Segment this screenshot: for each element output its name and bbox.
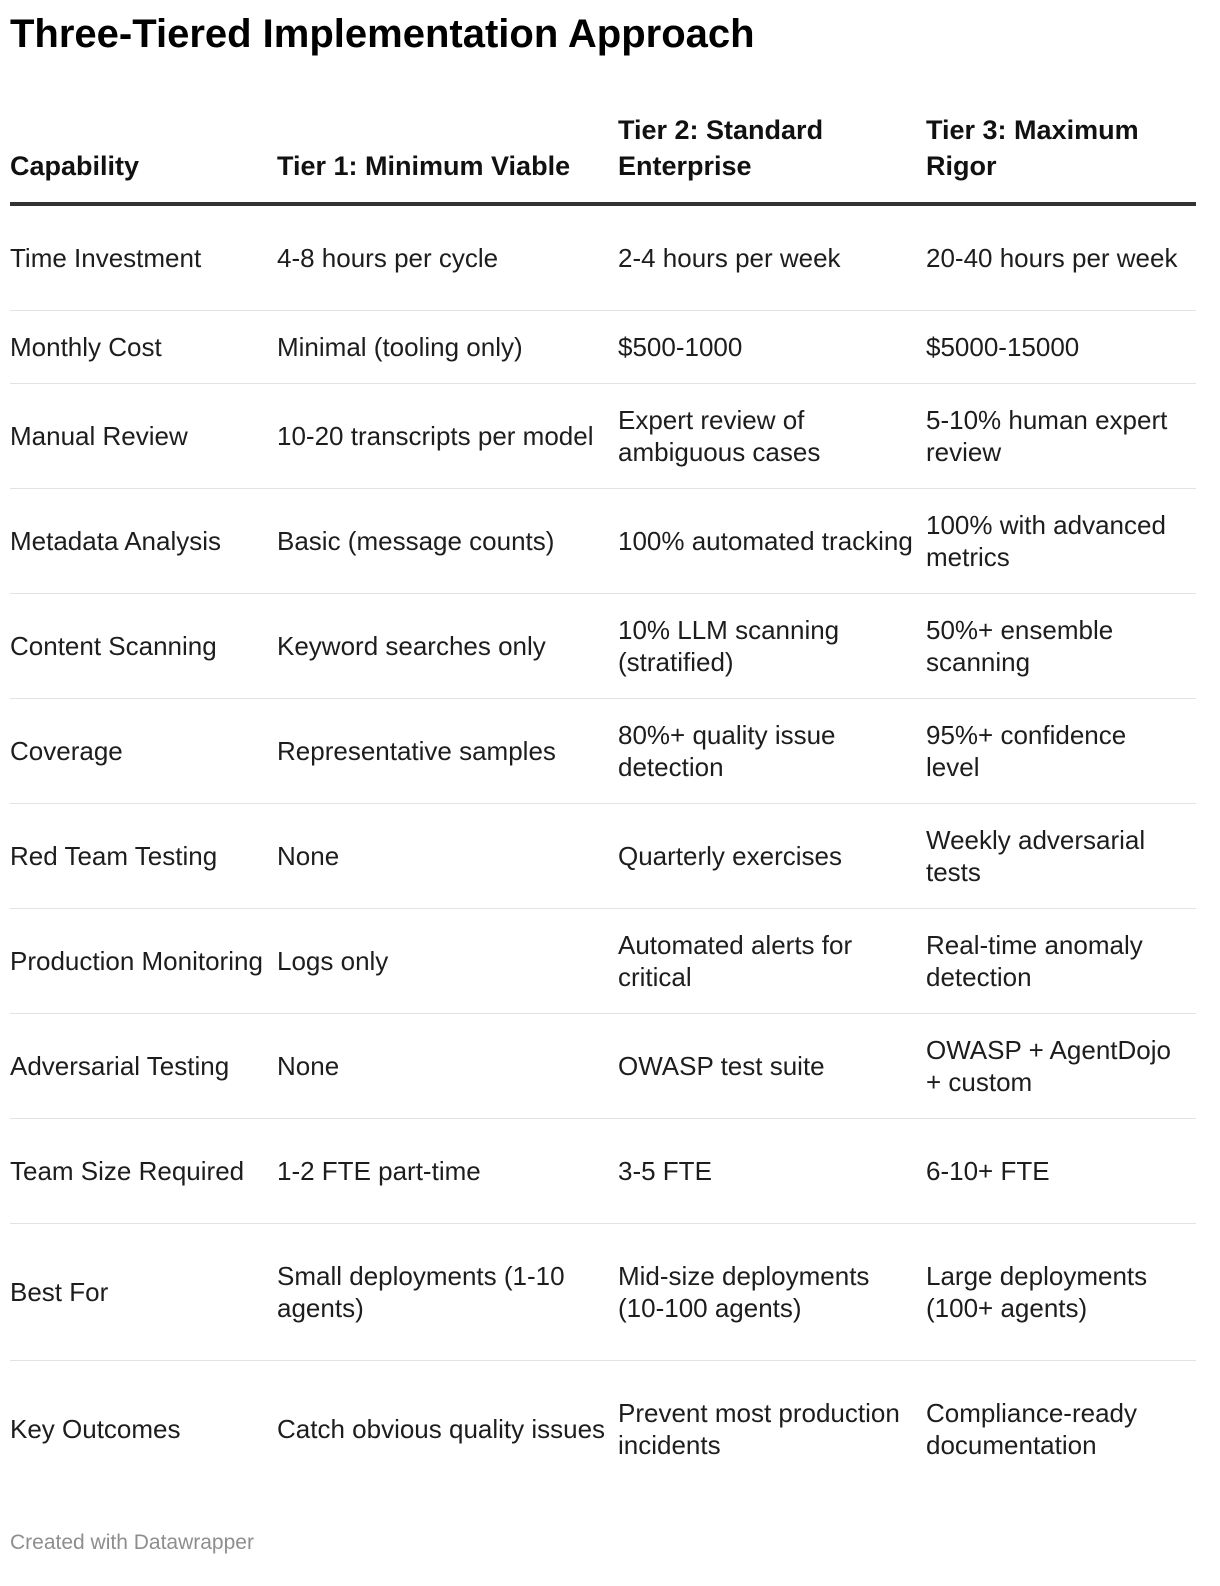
table-row [10, 1014, 1196, 1119]
row-label-cell: Monthly Cost [10, 311, 277, 384]
table-row [10, 699, 1196, 804]
row-label-cell: Manual Review [10, 384, 277, 489]
tier-1-cell: None [277, 1014, 618, 1119]
comparison-table [10, 108, 1196, 1497]
tier-2-cell: 10% LLM scanning (stratified) [618, 594, 926, 699]
tier-3-cell: Real-time anomaly detection [926, 909, 1196, 1014]
table-body [10, 204, 1196, 1497]
header-row [10, 108, 1196, 204]
tier-3-cell: 5-10% human expert review [926, 384, 1196, 489]
tier-1-cell: Minimal (tooling only) [277, 311, 618, 384]
table-row [10, 1224, 1196, 1361]
tier-1-cell: 10-20 transcripts per model [277, 384, 618, 489]
table-row [10, 909, 1196, 1014]
tier-3-cell: $5000-15000 [926, 311, 1196, 384]
tier-2-cell: Mid-size deployments (10-100 agents) [618, 1224, 926, 1361]
tier-3-cell: 50%+ ensemble scanning [926, 594, 1196, 699]
tier-3-cell: 95%+ confidence level [926, 699, 1196, 804]
tier-1-cell: Representative samples [277, 699, 618, 804]
table-header [10, 108, 1196, 204]
tier-1-cell: 1-2 FTE part-time [277, 1119, 618, 1224]
row-label-cell: Coverage [10, 699, 277, 804]
tier-2-cell: Expert review of ambiguous cases [618, 384, 926, 489]
tier-2-cell: Prevent most production incidents [618, 1398, 900, 1460]
row-label-cell: Production Monitoring [10, 909, 277, 1014]
row-label-cell: Key Outcomes [10, 1414, 181, 1444]
tier-1-cell: 4-8 hours per cycle [277, 204, 618, 311]
tier-3-cell: Large deployments (100+ agents) [926, 1224, 1196, 1361]
table-row [10, 594, 1196, 699]
row-label-cell: Metadata Analysis [10, 489, 277, 594]
tier-3-cell: 100% with advanced metrics [926, 489, 1196, 594]
tier-1-cell: Logs only [277, 909, 618, 1014]
tier-3-cell: OWASP + AgentDojo + custom [926, 1014, 1196, 1119]
tier-2-cell: Quarterly exercises [618, 804, 926, 909]
row-label-cell: Adversarial Testing [10, 1014, 277, 1119]
column-header-tier-2: Tier 2: Standard Enterprise [618, 108, 926, 204]
table-row [10, 804, 1196, 909]
tier-3-cell: 20-40 hours per week [926, 204, 1196, 311]
tier-2-cell: 3-5 FTE [618, 1119, 926, 1224]
row-label-cell: Content Scanning [10, 594, 277, 699]
table-row [10, 489, 1196, 594]
tier-1-cell: Basic (message counts) [277, 489, 618, 594]
table-row [10, 311, 1196, 384]
table-row [10, 1119, 1196, 1224]
tier-2-cell: OWASP test suite [618, 1014, 926, 1119]
tier-1-cell: None [277, 804, 618, 909]
table-row [10, 1361, 1196, 1498]
row-label-cell: Red Team Testing [10, 804, 277, 909]
tier-2-cell: $500-1000 [618, 311, 926, 384]
tier-2-cell: 2-4 hours per week [618, 204, 926, 311]
column-header-tier-1: Tier 1: Minimum Viable [277, 108, 618, 204]
column-header-tier-3: Tier 3: Maximum Rigor [926, 108, 1196, 204]
table-row [10, 384, 1196, 489]
tier-2-cell: 100% automated tracking [618, 489, 926, 594]
page-title: Three-Tiered Implementation Approach [10, 12, 755, 56]
tier-1-cell: Small deployments (1-10 agents) [277, 1224, 618, 1361]
row-label-cell: Time Investment [10, 204, 277, 311]
column-header-capability: Capability [10, 108, 277, 204]
tier-2-cell: 80%+ quality issue detection [618, 699, 926, 804]
tier-2-cell: Automated alerts for critical [618, 909, 926, 1014]
row-label-cell: Team Size Required [10, 1119, 277, 1224]
tier-3-cell: 6-10+ FTE [926, 1119, 1196, 1224]
row-label-cell: Best For [10, 1224, 277, 1361]
table-row [10, 204, 1196, 311]
footer-credit: Created with Datawrapper [10, 1531, 254, 1554]
tier-3-cell: Compliance-ready documentation [926, 1398, 1137, 1460]
tier-3-cell: Weekly adversarial tests [926, 804, 1196, 909]
tier-1-cell: Keyword searches only [277, 594, 618, 699]
tier-1-cell: Catch obvious quality issues [277, 1414, 606, 1444]
